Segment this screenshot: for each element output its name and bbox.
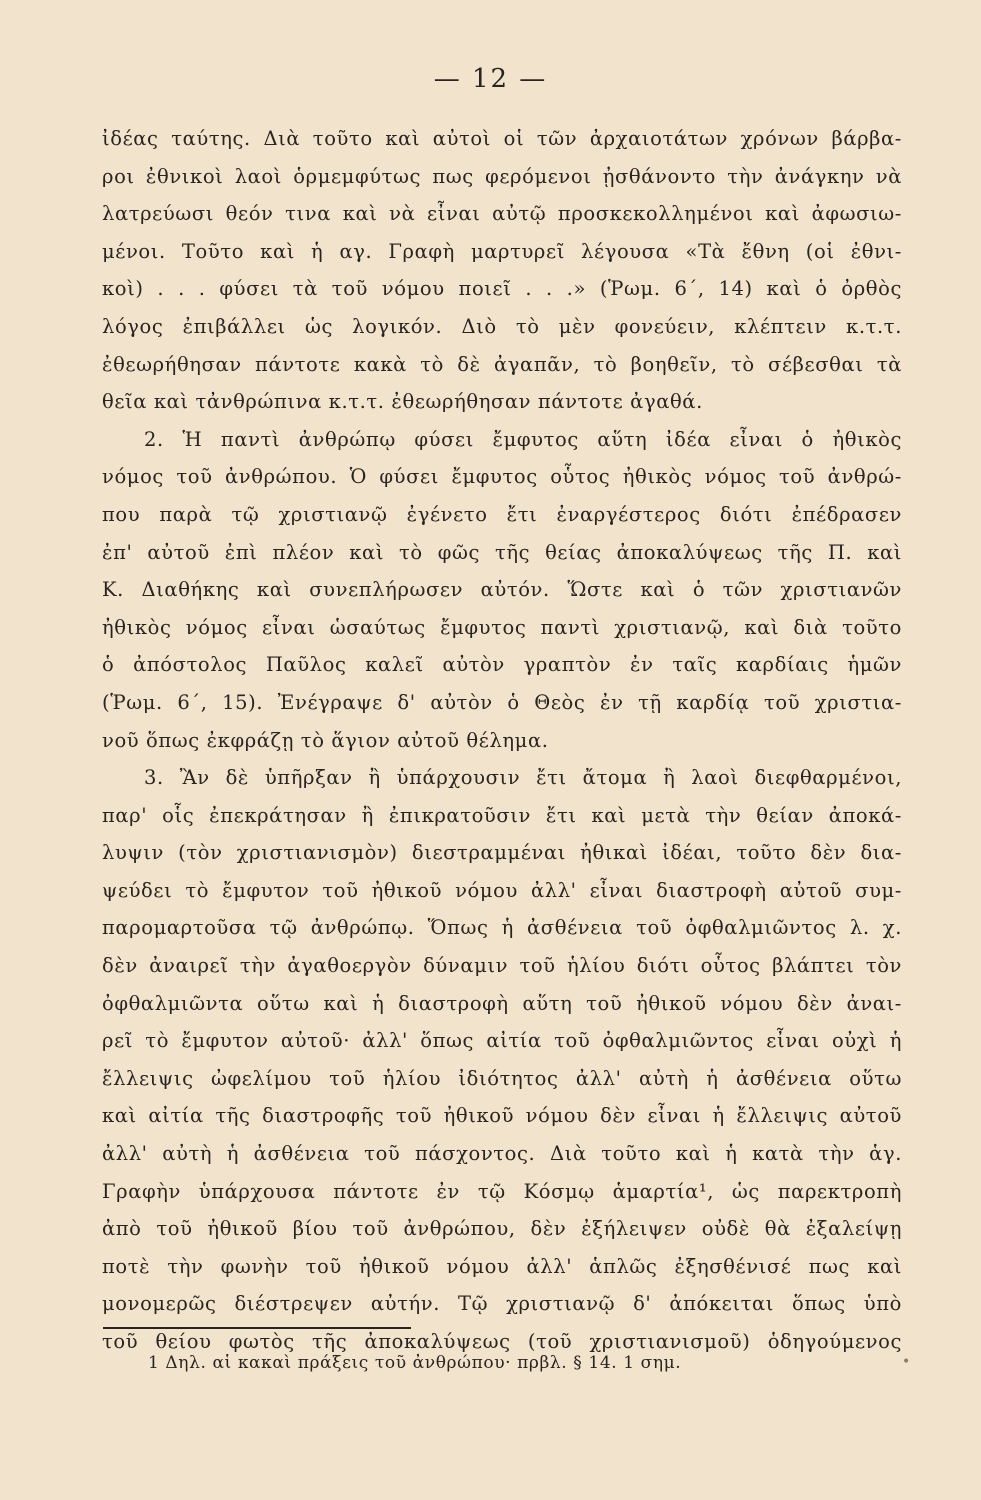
text-line: ὁ ἀπόστολος Παῦλος καλεῖ αὐτὸν γραπτὸν ἐν ταῖς καρδίαις ἡμῶν <box>102 653 902 677</box>
footnote-divider <box>103 1327 411 1329</box>
print-speck: • <box>902 1354 911 1370</box>
text-line: κοὶ) . . . φύσει τὰ τοῦ νόμου ποιεῖ . . .» (Ῥωμ. 6΄, 14) καὶ ὁ ὀρθὸς <box>102 277 902 301</box>
text-line: νοῦ ὅπως ἐκφράζῃ τὸ ἅγιον αὐτοῦ θέλημα. <box>102 728 549 752</box>
text-line: δὲν ἀναιρεῖ τὴν ἀγαθοεργὸν δύναμιν τοῦ ἡλίου διότι οὗτος βλάπτει τὸν <box>102 954 902 978</box>
text-line: μένοι. Τοῦτο καὶ ἡ αγ. Γραφὴ μαρτυρεῖ λέγουσα «Τὰ ἔθνη (οἱ ἐθνι- <box>102 239 902 263</box>
text-line: ἰδέας ταύτης. Διὰ τοῦτο καὶ αὐτοὶ οἱ τῶν ἀρχαιοτάτων χρόνων βάρβα- <box>102 127 902 150</box>
text-line: ἠθικὸς νόμος εἶναι ὡσαύτως ἔμφυτος παντὶ χριστιανῷ, καὶ διὰ τοῦτο <box>102 615 902 639</box>
text-line: που παρὰ τῷ χριστιανῷ ἐγένετο ἔτι ἐναργέστερος διότι ἐπέδρασεν <box>102 502 902 526</box>
footnote: 1 Δηλ. αἱ κακαὶ πράξεις τοῦ ἀνθρώπου· πρβλ. § 14. 1 σημ. <box>148 1353 682 1373</box>
text-line: θεῖα καὶ τἀνθρώπινα κ.τ.τ. ἐθεωρήθησαν πάντοτε ἀγαθά. <box>102 390 703 414</box>
text-line: λατρεύωσι θεόν τινα καὶ νὰ εἶναι αὐτῷ προσκεκολλημένοι καὶ ἀφωσιω- <box>102 202 902 226</box>
page-number: — 12 — <box>433 64 548 94</box>
text-line: καὶ αἰτία τῆς διαστροφῆς τοῦ ἠθικοῦ νόμου δὲν εἶναι ἡ ἔλλειψις αὐτοῦ <box>102 1104 902 1128</box>
text-line: νόμος τοῦ ἀνθρώπου. Ὁ φύσει ἔμφυτος οὗτος ἠθικὸς νόμος τοῦ ἀνθρώ- <box>102 465 902 489</box>
text-line: παρ' οἷς ἐπεκράτησαν ἢ ἐπικρατοῦσιν ἔτι καὶ μετὰ τὴν θείαν ἀποκά- <box>102 803 902 827</box>
text-line: μονομερῶς διέστρεψεν αὐτήν. Τῷ χριστιανῷ δ' ἀπόκειται ὅπως ὑπὸ <box>102 1292 902 1316</box>
text-line: λυψιν (τὸν χριστιανισμὸν) διεστραμμέναι ἠθικαὶ ἰδέαι, τοῦτο δὲν δια- <box>102 841 902 865</box>
text-line: ποτὲ τὴν φωνὴν τοῦ ἠθικοῦ νόμου ἀλλ' ἁπλῶς ἐξησθένισέ πως καὶ <box>102 1254 902 1278</box>
text-line: Γραφὴν ὑπάρχουσα πάντοτε ἐν τῷ Κόσμῳ ἁμαρτία¹, ὡς παρεκτροπὴ <box>102 1179 902 1203</box>
text-line: ἀλλ' αὐτὴ ἡ ἀσθένεια τοῦ πάσχοντος. Διὰ τοῦτο καὶ ἡ κατὰ τὴν ἁγ. <box>102 1142 902 1166</box>
text-line: λόγος ἐπιβάλλει ὡς λογικόν. Διὸ τὸ μὲν φονεύειν, κλέπτειν κ.τ.τ. <box>102 314 902 338</box>
text-line: (Ῥωμ. 6΄, 15). Ἐνέγραψε δ' αὐτὸν ὁ Θεὸς ἐν τῇ καρδίᾳ τοῦ χριστια- <box>102 690 902 714</box>
text-line: Κ. Διαθήκης καὶ συνεπλήρωσεν αὐτόν. Ὥστε καὶ ὁ τῶν χριστιανῶν <box>102 578 902 602</box>
text-line: ρεῖ τὸ ἔμφυτον αὐτοῦ· ἀλλ' ὅπως αἰτία τοῦ ὀφθαλμιῶντος εἶναι οὐχὶ ἡ <box>102 1029 902 1053</box>
text-line: ροι ἐθνικοὶ λαοὶ ὁρμεμφύτως πως φερόμενοι ᾐσθάνοντο τὴν ἀνάγκην νὰ <box>102 164 902 188</box>
paragraph-start-line: 3. Ἂν δὲ ὑπῆρξαν ἢ ὑπάρχουσιν ἔτι ἄτομα ἢ λαοὶ διεφθαρμένοι, <box>144 766 902 790</box>
text-line: ψεύδει τὸ ἔμφυτον τοῦ ἠθικοῦ νόμου ἀλλ' εἶναι διαστροφὴ αὐτοῦ συμ- <box>102 878 902 902</box>
text-line: ἐπ' αὐτοῦ ἐπὶ πλέον καὶ τὸ φῶς τῆς θείας ἀποκαλύψεως τῆς Π. καὶ <box>102 540 902 564</box>
text-line: ἔλλειψις ὠφελίμου τοῦ ἡλίου ἰδιότητος ἀλλ' αὐτὴ ἡ ἀσθένεια οὕτω <box>102 1066 902 1090</box>
text-line: ἐθεωρήθησαν πάντοτε κακὰ τὸ δὲ ἀγαπᾶν, τὸ βοηθεῖν, τὸ σέβεσθαι τὰ <box>102 352 902 376</box>
text-line: τοῦ θείου φωτὸς τῆς ἀποκαλύψεως (τοῦ χριστιανισμοῦ) ὁδηγούμενος <box>102 1330 902 1353</box>
text-line: ὀφθαλμιῶντα οὕτω καὶ ἡ διαστροφὴ αὕτη τοῦ ἠθικοῦ νόμου δὲν ἀναι- <box>102 991 902 1015</box>
body-text <box>102 120 902 1361</box>
text-line: ἀπὸ τοῦ ἠθικοῦ βίου τοῦ ἀνθρώπου, δὲν ἐξήλειψεν οὐδὲ θὰ ἐξαλείψῃ <box>102 1217 902 1241</box>
text-line: παρομαρτοῦσα τῷ ἀνθρώπῳ. Ὅπως ἡ ἀσθένεια τοῦ ὀφθαλμιῶντος λ. χ. <box>102 916 902 940</box>
paragraph-start-line: 2. Ἡ παντὶ ἀνθρώπῳ φύσει ἔμφυτος αὕτη ἰδέα εἶναι ὁ ἠθικὸς <box>144 427 902 451</box>
